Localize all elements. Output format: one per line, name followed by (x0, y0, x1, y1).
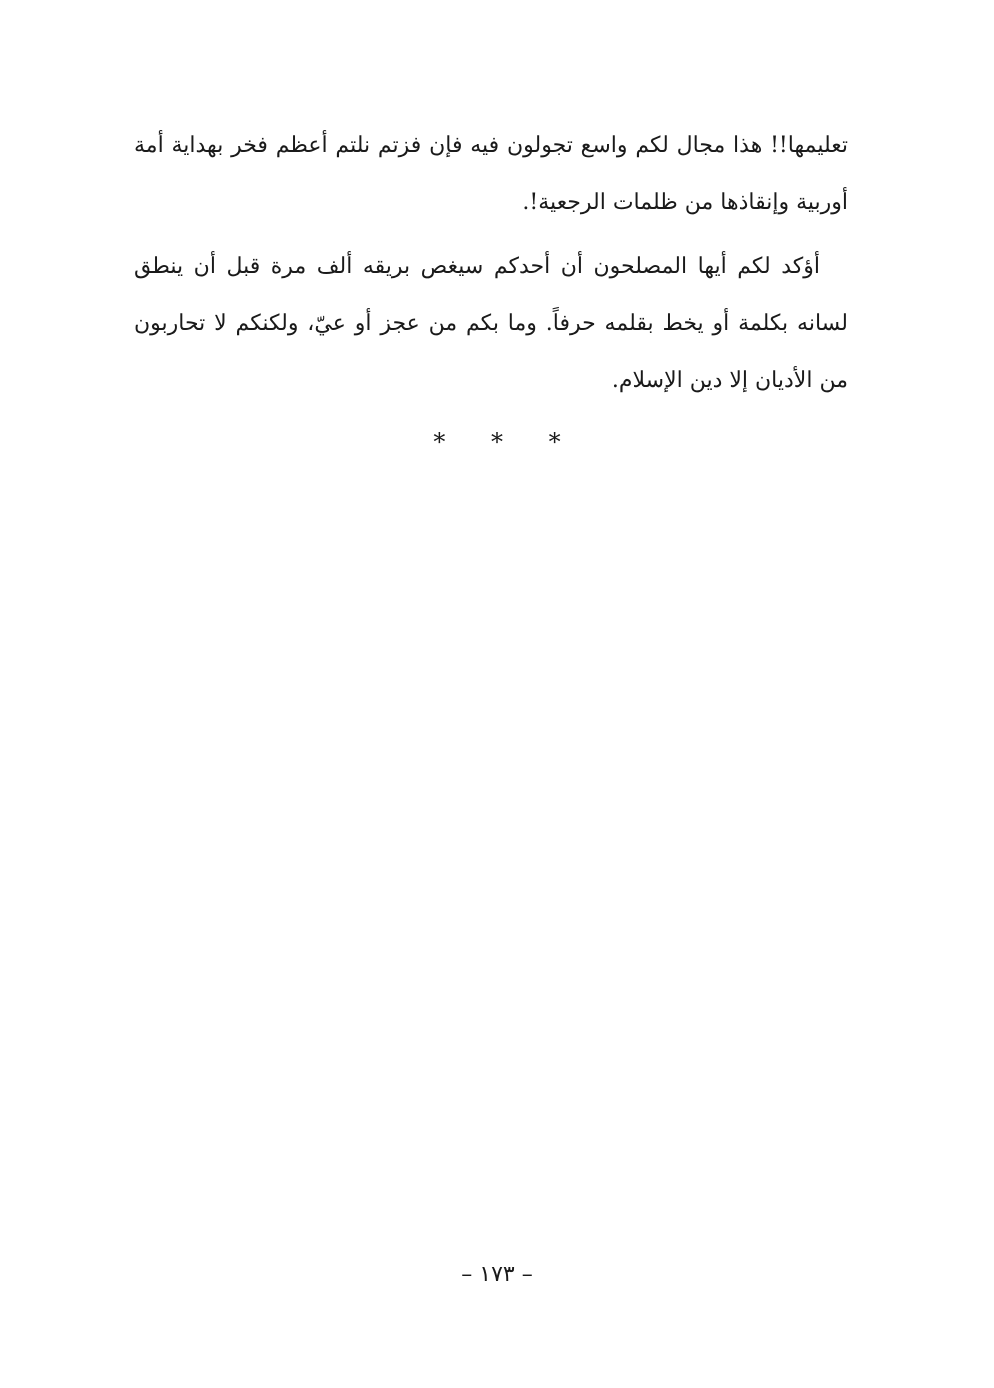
paragraph-1 (134, 117, 848, 231)
separator-asterisk: * (433, 428, 446, 456)
paragraph-1-text: تعليمها!! هذا مجال لكم واسع تجولون فيه فإن فزتم نلتم أعظم فخر بهداية أمة أوربية وإنقاذها من ظلمات الرجعية!. (134, 133, 848, 215)
page-number: – ١٧٣ – (461, 1262, 533, 1287)
separator-asterisk: * (548, 428, 561, 456)
paragraph-2-text: أؤكد لكم أيها المصلحون أن أحدكم سيغص بريقه ألف مرة قبل أن ينطق لسانه بكلمة أو يخط بقلمه حرفاً. وما بكم من عجز أو عيّ، ولكنكم لا تحاربون من الأديان إلا دين الإسلام. (134, 254, 848, 393)
separator-asterisk: * (491, 428, 503, 456)
paragraph-2 (134, 238, 848, 409)
section-separator (0, 428, 994, 456)
